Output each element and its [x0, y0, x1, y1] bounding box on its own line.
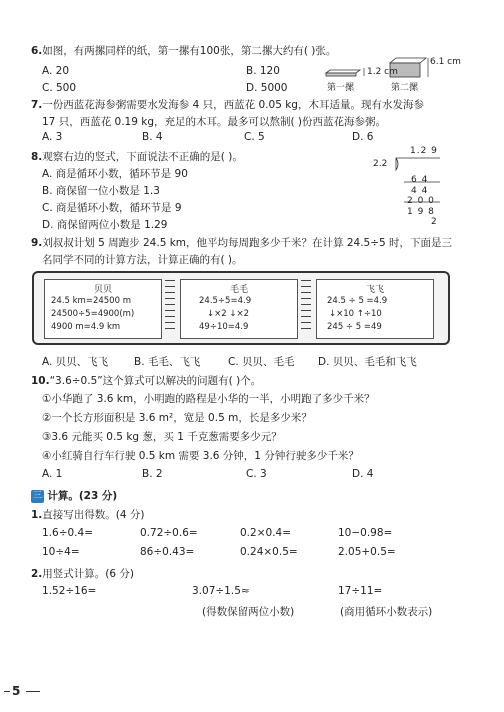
- notebook-page-feifei: [316, 279, 434, 339]
- beibei-line3: 4900 m=4.9 km: [51, 322, 121, 332]
- q9-option-d: D. 贝贝、毛毛和飞飞: [318, 356, 417, 368]
- feifei-line1: 24.5 ÷ 5 =4.9: [327, 296, 388, 306]
- q7-text-line2: 17 只，西蓝花 0.19 kg，充足的木耳。最多可以熬制( )份西蓝花海参粥。: [42, 116, 387, 128]
- notebook-spiral-1: [165, 279, 175, 339]
- notebook-page-maomao: [180, 279, 298, 339]
- page-number-dash-left: [4, 691, 10, 692]
- section-badge: 三: [32, 490, 42, 501]
- q8-text: 观察右边的竖式，下面说法不正确的是( )。: [42, 151, 243, 163]
- notebook-spiral-2: [301, 279, 311, 339]
- q8-step1: 6 4: [411, 175, 429, 185]
- page-number: 5: [12, 684, 21, 698]
- q9-text-line2: 名同学不同的计算方法，计算正确的有( )。: [42, 254, 243, 266]
- page-title-feifei: 飞飞: [365, 285, 384, 295]
- q8-quotient: 1.2 9: [410, 146, 438, 156]
- maomao-line1: 24.5÷5=4.9: [199, 296, 252, 306]
- q8-step3: 2 0 0: [407, 196, 435, 206]
- s2-header: [31, 566, 134, 581]
- q10-stem: [31, 373, 261, 388]
- q10-number: 10.: [31, 375, 50, 387]
- q6-stem: [31, 43, 336, 58]
- q8-step4: 1 9 8: [407, 207, 435, 217]
- q7-text-line1: 一份西蓝花海参粥需要水发海参 4 只，西蓝花 0.05 kg，木耳适量。现有水发海参: [42, 99, 424, 111]
- q9-text-line1: 刘叔叔计划 5 周跑步 24.5 km，他平均每周跑多少千米？在计算 24.5÷5 时，下面是三: [42, 237, 453, 249]
- q8-option-a: A. 商是循环小数，循环节是 90: [42, 168, 188, 180]
- s1-r2-c1: 10÷4=: [42, 546, 80, 558]
- q7-option-b: B. 4: [142, 131, 163, 143]
- q10-item-1: ①小华跑了 3.6 km，小明跑的路程是小华的一半，小明跑了多少千米？: [42, 393, 375, 405]
- q6-height2: 6.1 cm: [430, 57, 461, 67]
- q6-option-d: D. 5000: [246, 82, 288, 94]
- s1-r2-c2: 86÷0.43=: [140, 546, 195, 558]
- beibei-line2: 24500÷5=4900(m): [51, 309, 135, 319]
- q7-option-d: D. 6: [352, 131, 374, 143]
- maomao-line2: ↓×2 ↓×2: [207, 309, 250, 319]
- s1-number: 1.: [31, 509, 43, 521]
- q6-height1: 1.2 cm: [367, 67, 398, 77]
- q9-stem-line1: [31, 235, 452, 250]
- s1-r1-c3: 0.2×0.4=: [240, 527, 291, 539]
- q8-option-d: D. 商保留两位小数是 1.29: [42, 219, 168, 231]
- feifei-line2: ↓×10 ↑÷10: [329, 309, 382, 319]
- q6-option-a: A. 20: [42, 65, 70, 77]
- feifei-line3: 245 ÷ 5 =49: [327, 322, 382, 332]
- q6-stack1-label: 第一摞: [327, 83, 355, 93]
- q6-option-b: B. 120: [246, 65, 280, 77]
- q7-stem-line1: [31, 97, 424, 112]
- section-calc-title: 计算。(23 分): [47, 490, 118, 502]
- page-title-beibei: 贝贝: [93, 285, 112, 295]
- s1-header: [31, 507, 145, 522]
- q10-text: “3.6÷0.5”这个算式可以解决的问题有( )个。: [49, 375, 262, 387]
- q8-option-c: C. 商是循环小数，循环节是 9: [42, 202, 182, 214]
- q8-option-b: B. 商保留一位小数是 1.3: [42, 185, 160, 197]
- q6-option-c: C. 500: [42, 82, 77, 94]
- q9-number: 9.: [31, 237, 43, 249]
- s1-title: 直接写出得数。(4 分): [42, 509, 145, 521]
- s2-item-2: 3.07÷1.5≈: [192, 585, 250, 597]
- q9-option-c: C. 贝贝、毛毛: [228, 356, 295, 368]
- s1-r1-c1: 1.6÷0.4=: [42, 527, 93, 539]
- q10-item-4: ④小红骑自行车行驶 0.5 km 需要 3.6 分钟，1 分钟行驶多少千米？: [42, 450, 359, 462]
- q10-option-b: B. 2: [142, 468, 163, 480]
- beibei-line1: 24.5 km=24500 m: [51, 296, 131, 306]
- q7-option-a: A. 3: [42, 131, 63, 143]
- q6-number: 6.: [31, 45, 43, 57]
- s2-item-1: 1.52÷16=: [42, 585, 97, 597]
- s2-title: 用竖式计算。(6 分): [42, 568, 135, 580]
- q10-item-3: ③3.6 元能买 0.5 kg 葱，买 1 千克葱需要多少元？: [42, 431, 282, 443]
- q9-option-a: A. 贝贝、飞飞: [42, 356, 109, 368]
- s2-note-2: (商用循环小数表示): [340, 606, 433, 618]
- q8-remainder: 2: [431, 217, 437, 227]
- maomao-line3: 49÷10=4.9: [199, 322, 249, 332]
- s1-r1-c2: 0.72÷0.6=: [140, 527, 198, 539]
- q6-text: 如图，有两摞同样的纸，第一摞有100张，第二摞大约有( )张。: [42, 45, 337, 57]
- page-number-dash: [26, 691, 40, 692]
- s2-note-1: (得数保留两位小数): [202, 606, 295, 618]
- s2-number: 2.: [31, 568, 43, 580]
- q8-step2: 4 4: [411, 186, 429, 196]
- s1-r2-c4: 2.05+0.5=: [338, 546, 396, 558]
- q7-option-c: C. 5: [244, 131, 265, 143]
- q10-option-d: D. 4: [352, 468, 374, 480]
- q8-divisor: 2.2: [373, 159, 388, 169]
- s1-r1-c4: 10−0.98=: [338, 527, 393, 539]
- q7-number: 7.: [31, 99, 43, 111]
- q10-option-a: A. 1: [42, 468, 63, 480]
- q8-stem: [31, 149, 243, 164]
- q9-option-b: B. 毛毛、飞飞: [134, 356, 201, 368]
- page-title-maomao: 毛毛: [229, 285, 248, 295]
- s1-r2-c3: 0.24×0.5=: [240, 546, 298, 558]
- q10-item-2: ②一个长方形面积是 3.6 m²，宽是 0.5 m，长是多少米？: [42, 412, 312, 424]
- q8-number: 8.: [31, 151, 43, 163]
- q9-notebook-figure: [32, 271, 450, 345]
- notebook-page-beibei: [44, 279, 162, 339]
- section-calc-header: [31, 488, 117, 503]
- q6-stack2-label: 第二摞: [391, 83, 419, 93]
- s2-item-3: 17÷11=: [338, 585, 383, 597]
- q10-option-c: C. 3: [246, 468, 267, 480]
